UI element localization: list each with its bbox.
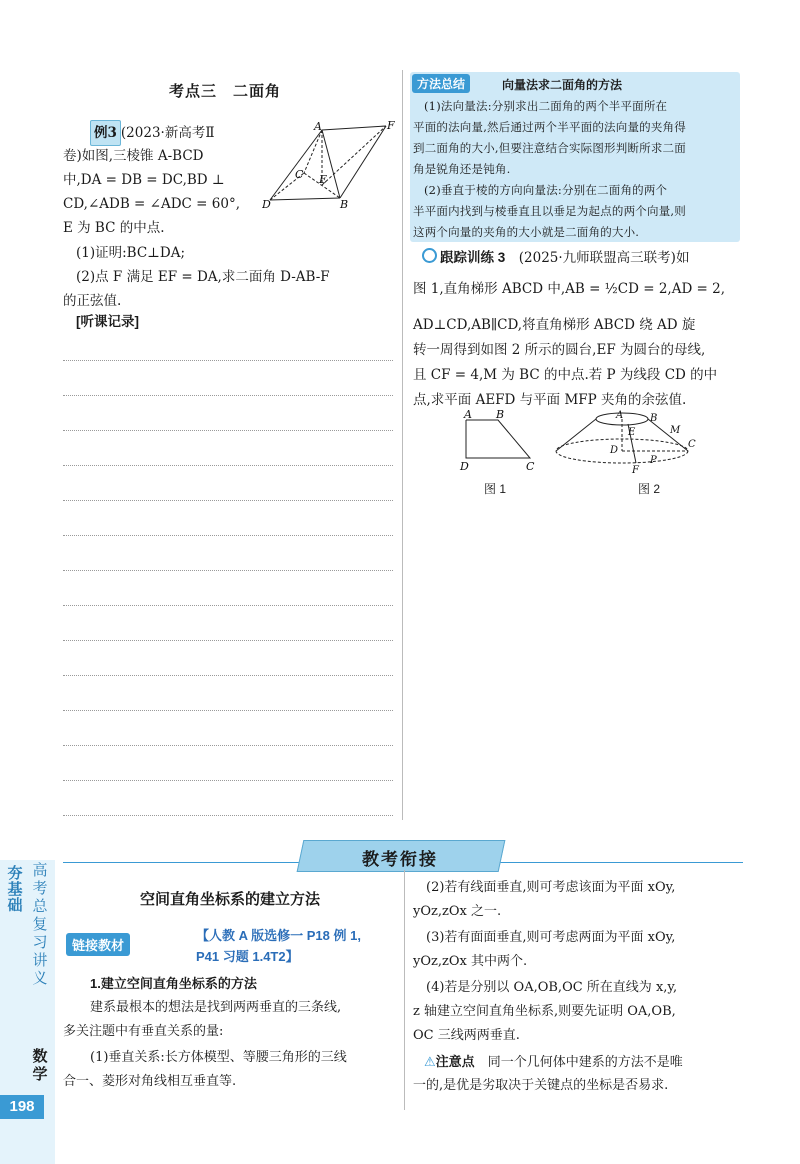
method-tag: 方法总结 [412,74,470,93]
section-title: 考点三 二面角 [168,82,281,100]
coord-left-line-0: 建系最根本的想法是找到两两垂直的三条线, [90,1000,342,1015]
note-line-0: ⚠注意点 同一个几何体中建系的方法不是唯 [424,1054,683,1070]
method-line-1: 平面的法向量,然后通过两个半平面的法向量的夹角得 [413,120,686,134]
coord-right-line-1: yOz,zOx 之一. [413,904,502,919]
ruled-line [63,745,393,746]
example-line-7: 的正弦值. [63,293,122,309]
note-label: 注意点 [435,1054,475,1069]
notes-label: [听课记录] [76,314,139,329]
svg-text:B: B [650,413,658,424]
method-line-6: 这两个向量的夹角的大小就是二面角的大小. [413,225,640,239]
ruled-line [63,605,393,606]
link-textbook-tag: 链接教材 [66,933,130,956]
sidebar-subject: 数学 [32,1048,48,1083]
label-b: B [340,198,349,210]
method-line-3: 角是锐角还是钝角. [413,162,511,176]
practice-line-1: AD⊥CD,AB∥CD,将直角梯形 ABCD 绕 AD 旋 [413,317,696,333]
ruled-line [63,535,393,536]
practice-line-4: 点,求平面 AEFD 与平面 MFP 夹角的余弦值. [413,392,687,408]
coord-right-line-5: z 轴建立空间直角坐标系,则要先证明 OA,OB, [413,1004,676,1019]
example-badge: 例3 [90,120,121,146]
coord-right-line-4: (4)若是分别以 OA,OB,OC 所在直线为 x,y, [426,980,678,995]
practice-header [422,246,689,270]
page-number: 198 [0,1095,44,1119]
column-divider [402,70,403,820]
method-line-5: 半平面内找到与棱垂直且以垂足为起点的两个向量,则 [413,204,686,218]
fig1-caption: 图 1 [484,482,507,496]
practice-line-3: 且 CF = 4,M 为 BC 的中点.若 P 为线段 CD 的中 [413,367,718,383]
example-line-1: 卷)如图,三棱锥 A-BCD [63,148,204,164]
coord-left-line-1: 多关注题中有垂直关系的量: [63,1024,224,1039]
method-line-0: (1)法向量法:分别求出二面角的两个半平面所在 [424,99,668,113]
warning-icon: ⚠ [424,1055,436,1070]
practice-source: (2025·九师联盟高三联考)如 [518,250,690,266]
svg-text:C: C [688,439,696,450]
svg-text:B: B [496,408,505,421]
pyramid-figure [262,118,397,210]
example-line-4: E 为 BC 的中点. [63,220,165,236]
svg-text:A: A [616,410,624,421]
banner-title: 教考衔接 [362,850,438,869]
svg-text:M: M [670,425,681,436]
textbook-ref-2: P41 习题 1.4T2】 [196,949,299,964]
svg-text:E: E [628,427,636,438]
coord-right-line-3: yOz,zOx 其中两个. [413,954,528,969]
coord-right-line-6: OC 三线两两垂直. [413,1028,520,1043]
ruled-line [63,675,393,676]
ruled-line [63,710,393,711]
label-a: A [314,120,322,133]
practice-line-0: 图 1,直角梯形 ABCD 中,AB = ½CD = 2,AD = 2, [413,281,726,297]
coord-right-line-2: (3)若有面面垂直,则可考虑两面为平面 xOy, [426,930,676,945]
ruled-line [63,395,393,396]
fig2-caption: 图 2 [638,482,661,496]
coord-right-line-0: (2)若有线面垂直,则可考虑该面为平面 xOy, [426,880,676,895]
example-line-6: (2)点 F 满足 EF = DA,求二面角 D-AB-F [76,269,330,285]
method-line-2: 到二面角的大小,但要注意结合实际图形判断所求二面 [413,141,686,155]
ruled-line [63,780,393,781]
svg-text:A: A [464,408,472,421]
textbook-ref-1: 【人教 A 版选修一 P18 例 1, [196,928,361,943]
ruled-line [63,360,393,361]
example-line-5: (1)证明:BC⊥DA; [76,245,185,261]
label-e: E [319,173,328,186]
ruled-line [63,465,393,466]
ruled-line [63,570,393,571]
practice-tag: 跟踪训练 3 [440,250,506,265]
example-line-3: CD,∠ADB = ∠ADC = 60°, [63,196,240,212]
coord-heading: 1.建立空间直角坐标系的方法 [90,976,257,991]
ruled-line [63,500,393,501]
svg-text:D: D [610,445,619,456]
coord-left-line-3: 合一、菱形对角线相互垂直等. [63,1074,237,1089]
sidebar-logo: 夯基础 [7,865,23,914]
trapezoid-figure [458,408,548,472]
ruled-line [63,430,393,431]
svg-text:D: D [460,460,469,472]
ruled-line [63,815,393,816]
bottom-column-divider [404,870,405,1110]
method-title: 向量法求二面角的方法 [502,78,623,92]
method-line-4: (2)垂直于棱的方向向量法:分别在二面角的两个 [424,183,668,197]
label-d: D [262,198,271,210]
svg-text:C: C [526,460,535,472]
coord-left-line-2: (1)垂直关系:长方体模型、等腰三角形的三线 [90,1050,347,1065]
ruled-line [63,640,393,641]
coord-title: 空间直角坐标系的建立方法 [139,891,320,908]
svg-text:P: P [650,455,657,466]
svg-text:F: F [632,465,639,475]
label-c: C [295,168,304,181]
example-line-0: 例3 (2023·新高考Ⅱ [90,120,215,146]
practice-line-2: 转一周得到如图 2 所示的圆台,EF 为圆台的母线, [413,342,706,358]
sidebar-title: 高考总复习讲义 [32,862,48,987]
label-f: F [387,119,395,132]
note-line-1: 一的,是优是劣取决于关键点的坐标是否易求. [413,1078,669,1093]
practice-icon [422,248,437,263]
example-line-2: 中,DA = DB = DC,BD ⊥ [63,172,225,188]
frustum-figure [550,405,700,475]
